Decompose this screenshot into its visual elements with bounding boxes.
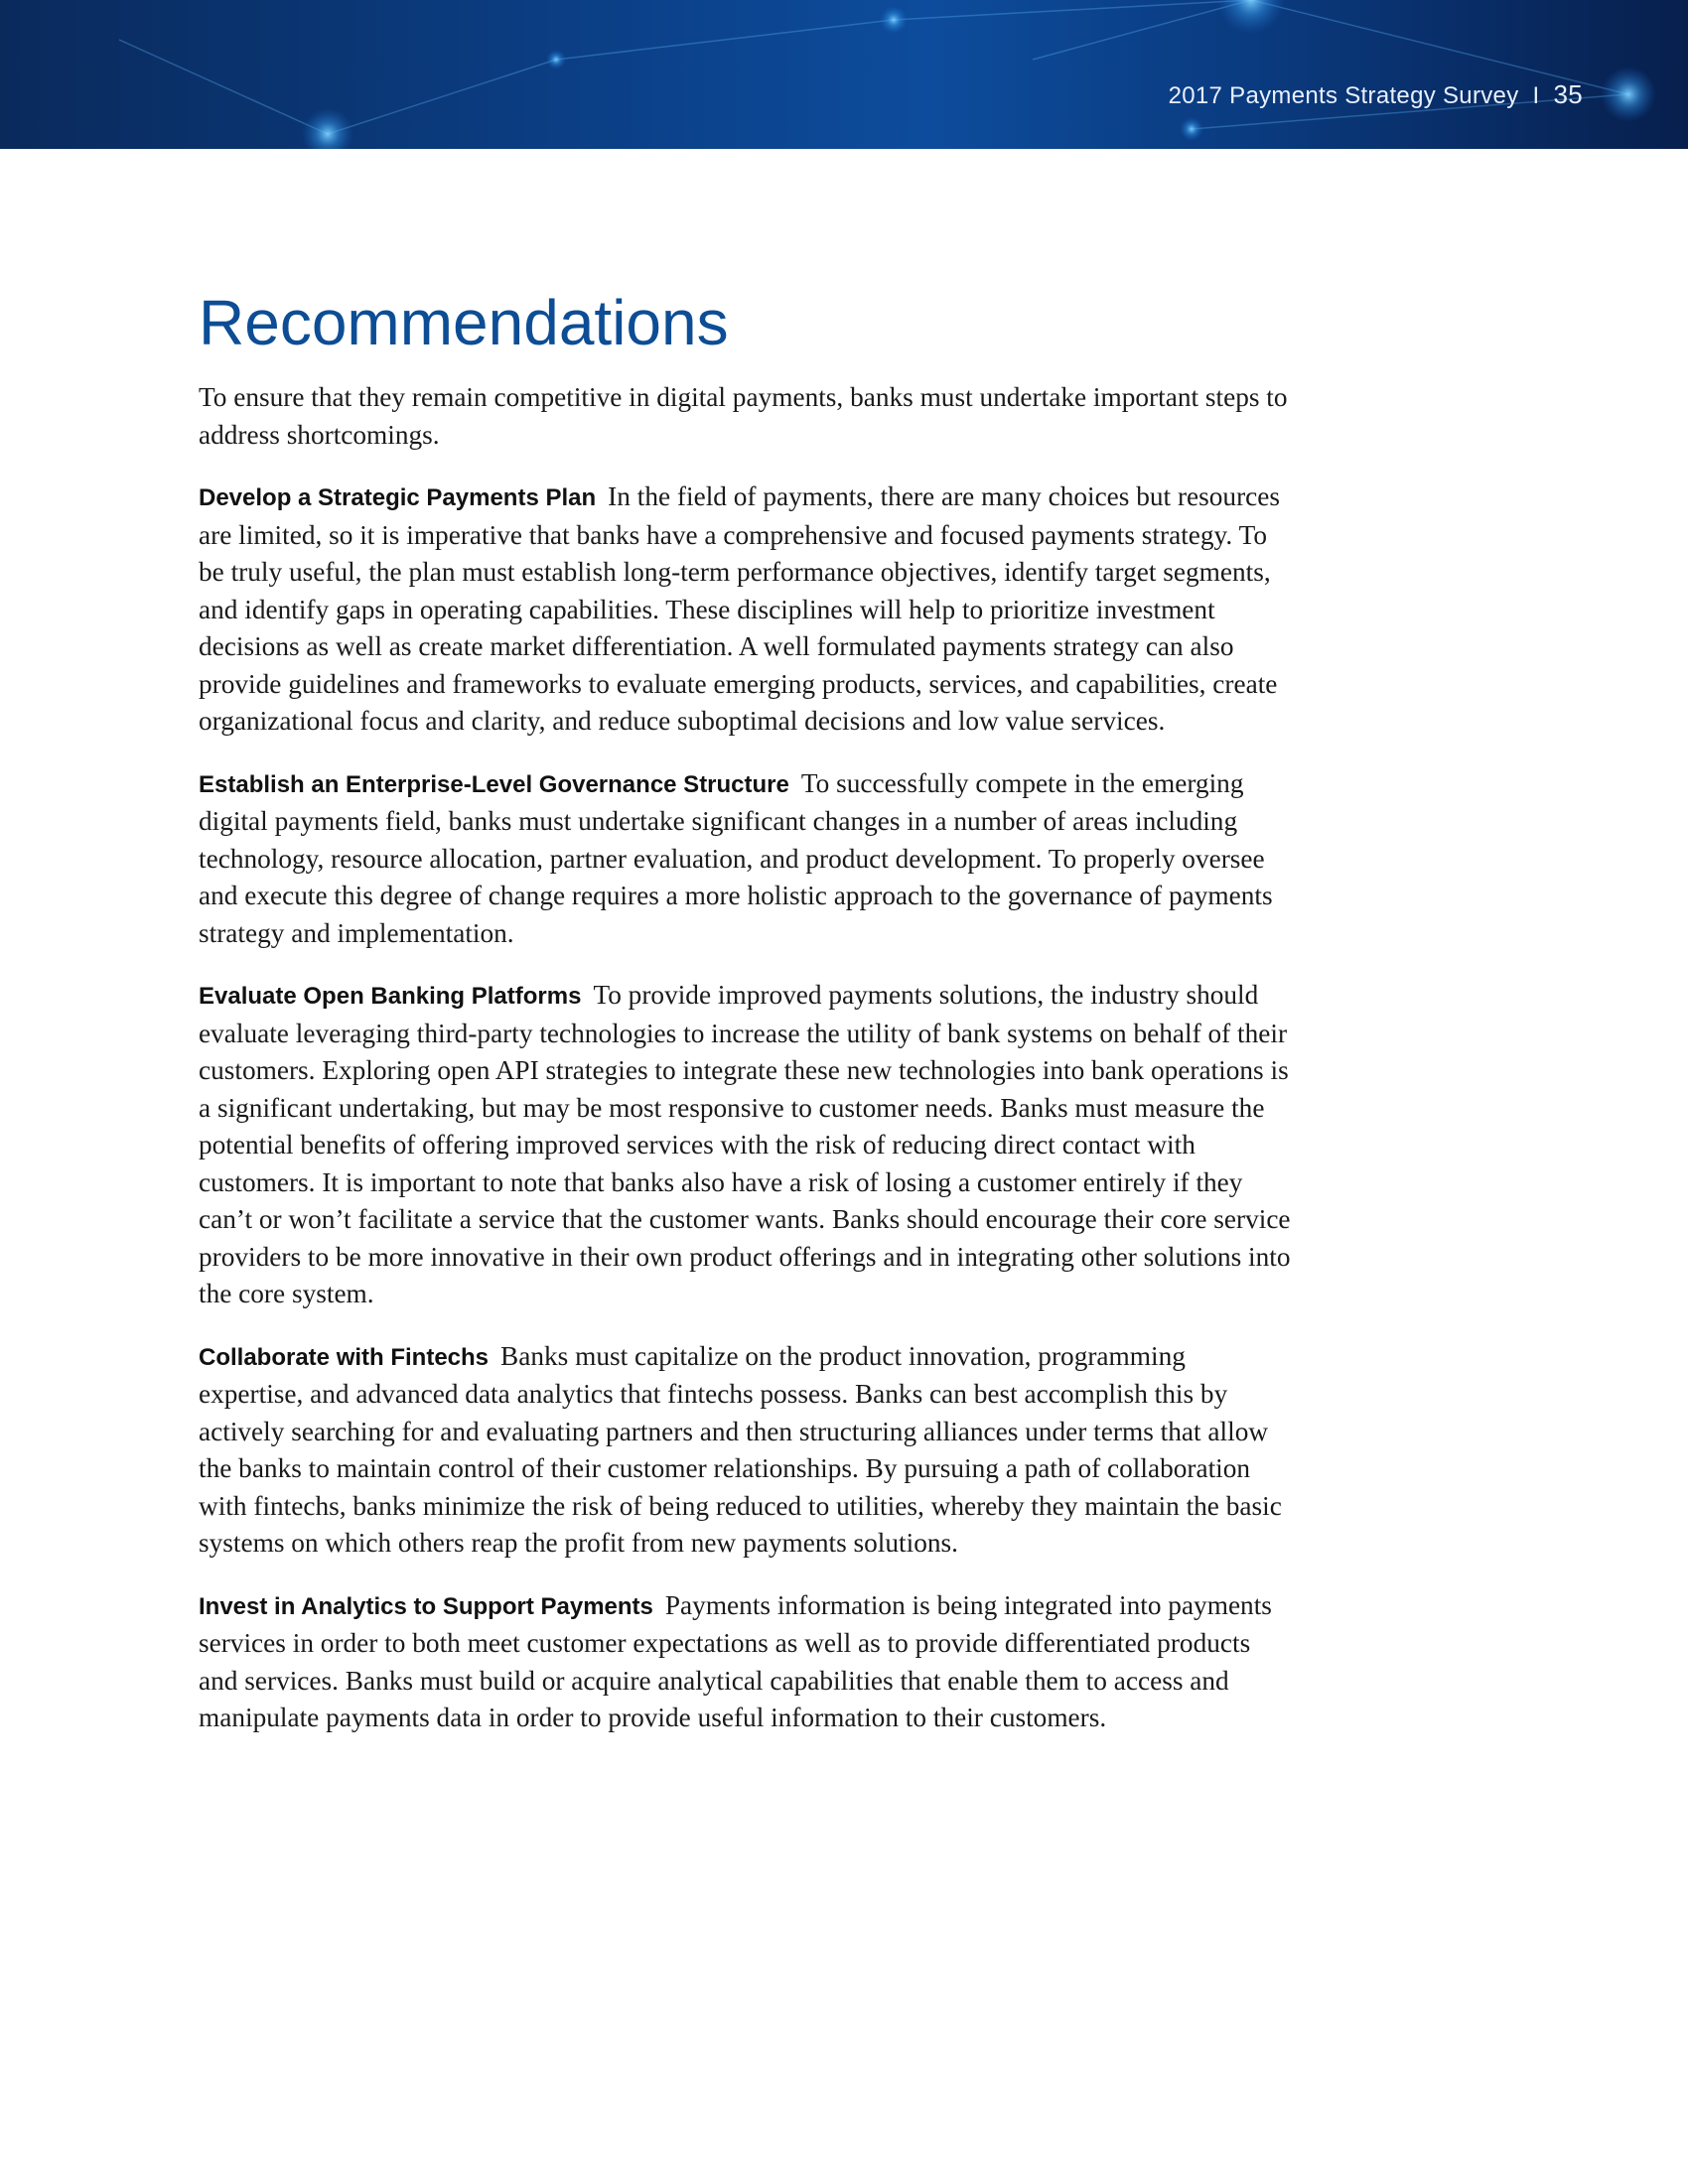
header-banner — [0, 0, 1688, 149]
header-separator: I — [1532, 82, 1540, 109]
main-content — [199, 284, 1291, 1762]
page-number: 35 — [1553, 79, 1583, 109]
running-header — [1169, 79, 1583, 110]
section-fintechs — [199, 1338, 1291, 1563]
glow-node — [880, 6, 908, 34]
section-body: Payments information is being integrated into payments services in order to both meet customer expectations as well as to provide differentiated products and services. Banks must build or acquire analytical capabilities that enable them to access and manipulate payments data in order to provide useful information to their customers. — [199, 1589, 1272, 1732]
section-strategic-plan — [199, 478, 1291, 741]
section-body: In the field of payments, there are many choices but resources are limited, so it is imperative that banks have a comprehensive and focused payments strategy. To be truly useful, the plan must establish long-term performance objectives, identify target segments, and identify gaps in operating capabilities. These disciplines will help to prioritize investment decisions as well as create market differentiation. A well formulated payments strategy can also provide guidelines and frameworks to evaluate emerging products, services, and capabilities, create organizational focus and clarity, and reduce suboptimal decisions and low value services. — [199, 481, 1281, 736]
glow-node — [302, 108, 353, 149]
section-analytics — [199, 1587, 1291, 1737]
section-body: To provide improved payments solutions, the industry should evaluate leveraging third-party technologies to increase the utility of bank systems on behalf of their customers. Exploring open API strategies to integrate these new technologies into bank operations is a significant undertaking, but may be most responsive to customer needs. Banks must measure the potential benefits of offering improved services with the risk of reducing direct contact with customers. It is important to note that banks also have a risk of losing a customer entirely if they can’t or won’t facilitate a service that the customer wants. Banks should encourage their core service providers to be more innovative in their own product offerings and in integrating other solutions into the core system. — [199, 980, 1291, 1308]
section-body: To successfully compete in the emerging digital payments field, banks must undertake significant changes in a number of areas including technology, resource allocation, partner evaluation, and product development. To properly oversee and execute this degree of change requires a more holistic approach to the governance of payments strategy and implementation. — [199, 767, 1273, 948]
section-governance — [199, 765, 1291, 953]
glow-node — [1217, 0, 1285, 34]
section-heading: Invest in Analytics to Support Payments — [199, 1592, 653, 1620]
page-title: Recommendations — [199, 287, 729, 358]
section-heading: Evaluate Open Banking Platforms — [199, 983, 582, 1010]
section-heading: Collaborate with Fintechs — [199, 1343, 490, 1371]
section-heading: Establish an Enterprise-Level Governance Structure — [199, 770, 789, 798]
section-heading: Develop a Strategic Payments Plan — [199, 484, 597, 511]
intro-paragraph: To ensure that they remain competitive in digital payments, banks must undertake important steps to address shortcomings. — [199, 382, 1288, 450]
glow-node — [1180, 117, 1203, 141]
glow-node — [546, 50, 566, 69]
glow-node — [1601, 67, 1656, 122]
section-open-banking — [199, 977, 1291, 1313]
survey-title: 2017 Payments Strategy Survey — [1168, 82, 1519, 109]
section-body: Banks must capitalize on the product innovation, programming expertise, and advanced data analytics that fintechs possess. Banks can best accomplish this by actively searching for and evaluating partners and then structuring alliances under terms that allow the banks to maintain control of their customer relationships. By pursuing a path of collaboration with fintechs, banks minimize the risk of being reduced to utilities, whereby they maintain the basic systems on which others reap the profit from new payments solutions. — [199, 1340, 1282, 1558]
network-graphic — [0, 0, 1688, 149]
